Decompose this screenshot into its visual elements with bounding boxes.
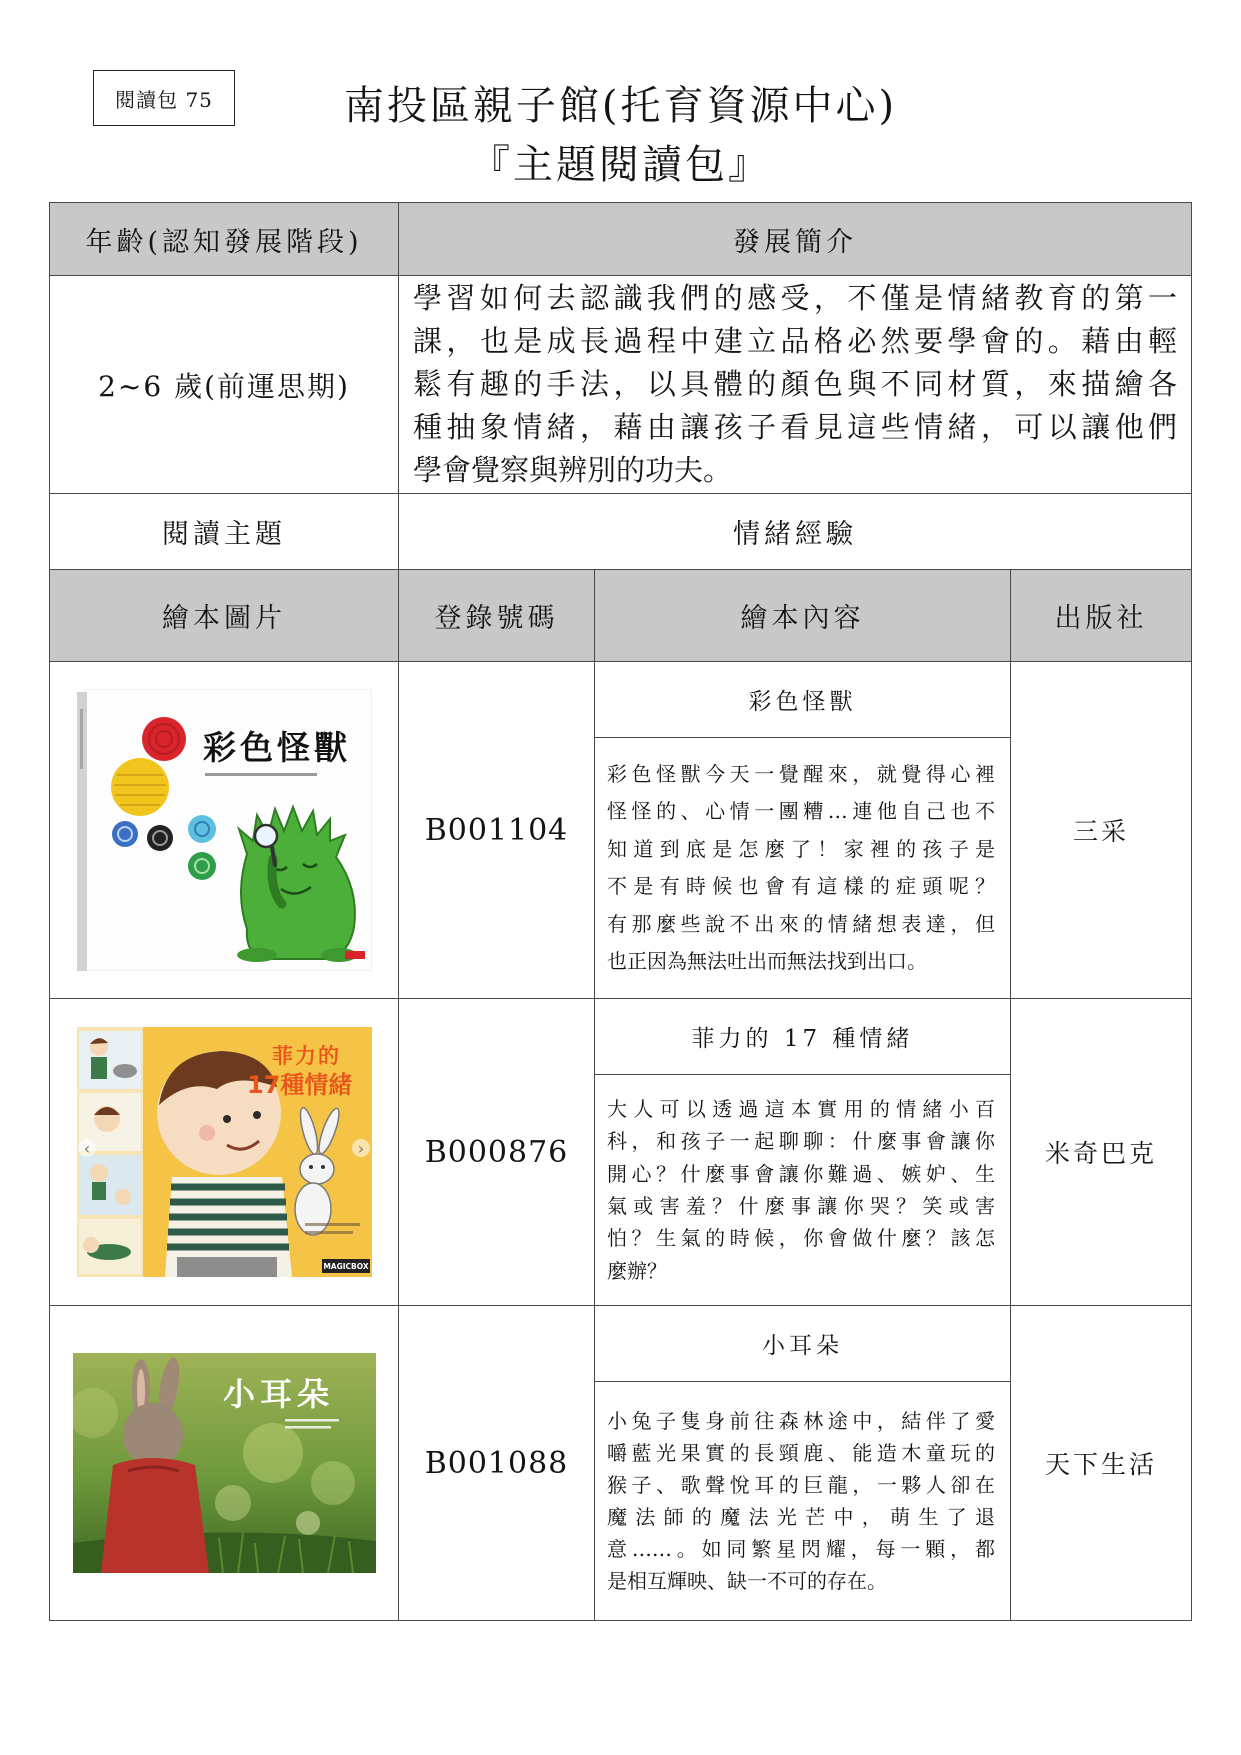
description-line: 科，和孩子一起聊聊：什麼事會讓你: [607, 1129, 995, 1154]
cover-title: 小耳朵: [222, 1375, 334, 1413]
book-code-cell: [399, 1306, 595, 1621]
description-line: 嚼藍光果實的長頸鹿、能造木童玩的: [607, 1441, 995, 1465]
theme-value: 情緒經驗: [733, 519, 858, 550]
book-code-cell: [399, 999, 595, 1306]
cover-author-line: [285, 1419, 339, 1422]
age-value-cell: [50, 276, 399, 494]
cover-author-line: [305, 1231, 353, 1234]
description-line: 彩色怪獸今天一覺醒來，就覺得心裡: [607, 761, 995, 786]
column-header-code: [399, 570, 595, 662]
description-line: 開心？什麼事會讓你難過、嫉妒、生: [607, 1161, 995, 1186]
cover-author-line: [305, 1223, 360, 1226]
book-title-cell: [595, 999, 1011, 1075]
book-cover-color-monster: [77, 689, 372, 971]
description-line: 猴子、歌聲悅耳的巨龍，一夥人卻在: [607, 1473, 995, 1497]
page-title: 南投區親子館(托育資源中心): [343, 83, 898, 129]
theme-row: [50, 494, 1192, 570]
column-header-label: 繪本內容: [740, 603, 865, 634]
column-header-label: 出版社: [1054, 603, 1148, 634]
book-code: B001104: [424, 812, 569, 848]
book-publisher-cell: [1011, 999, 1192, 1306]
book-code: B001088: [424, 1445, 569, 1481]
book-cover-cell: [50, 999, 399, 1306]
book-publisher: 米奇巴克: [1045, 1139, 1158, 1168]
red-cape: [101, 1458, 209, 1573]
book-cover-feelings: [77, 1027, 372, 1277]
book-publisher-cell: [1011, 662, 1192, 999]
svg-text:‹: ‹: [83, 1139, 90, 1158]
intro-header: 發展簡介: [733, 226, 858, 258]
description-line: 麼辦？: [607, 1258, 667, 1283]
cover-title-line1: 菲力的: [271, 1044, 341, 1068]
description-line: 是相互輝映、缺一不可的存在。: [607, 1569, 887, 1593]
book-code-cell: [399, 662, 595, 999]
intro-line: 課，也是成長過程中建立品格必然要學會的。藉由輕: [413, 324, 1178, 358]
intro-header-cell: [399, 203, 1192, 276]
age-header-cell: [50, 203, 399, 276]
book-title: 彩色怪獸: [748, 689, 857, 715]
book-cover-little-ears: [73, 1353, 376, 1573]
description-line: 也正因為無法吐出而無法找到出口。: [607, 949, 927, 973]
imprint-label: MAGICBOX: [322, 1262, 369, 1271]
theme-value-cell: [399, 494, 1192, 570]
book-row: [50, 999, 1192, 1075]
description-line: 不是有時候也會有這樣的症頭呢？: [607, 874, 995, 898]
reading-pack-table: [49, 202, 1192, 1621]
book-publisher: 三采: [1073, 817, 1130, 846]
book-title-cell: [595, 1306, 1011, 1382]
description-line: 怕？生氣的時候，你會做什麼？該怎: [607, 1226, 995, 1251]
pack-number-badge: 閱讀包 75: [93, 70, 235, 126]
intro-cell: [399, 276, 1192, 494]
book-row: [50, 662, 1192, 738]
description-line: 小兔子隻身前往森林途中，結伴了愛: [607, 1409, 995, 1433]
description-line: 知道到底是怎麼了！家裡的孩子是: [607, 836, 995, 861]
intro-line: 鬆有趣的手法，以具體的顏色與不同材質，來描繪各: [413, 367, 1178, 401]
magicbox-logo: [322, 1259, 370, 1273]
overview-row: [50, 276, 1192, 494]
page-subtitle: 『主題閱讀包』: [470, 142, 771, 188]
publisher-logo: [345, 951, 365, 959]
description-line: 有那麼些說不出來的情緒想表達，但: [607, 911, 995, 936]
book-row: [50, 1306, 1192, 1382]
description-line: 氣或害羞？什麼事讓你哭？笑或害: [607, 1194, 995, 1218]
overview-header-row: [50, 203, 1192, 276]
cover-author-line: [205, 773, 317, 776]
book-title: 菲力的 17 種情緒: [691, 1026, 914, 1052]
column-header-publisher: [1011, 570, 1192, 662]
theme-label: 閱讀主題: [162, 519, 286, 550]
description-line: 意……。如同繁星閃耀，每一顆，都: [607, 1537, 995, 1561]
intro-line: 學習如何去認識我們的感受，不僅是情緒教育的第一: [413, 281, 1178, 315]
column-header-content: [595, 570, 1011, 662]
svg-text:›: ›: [357, 1139, 364, 1158]
yellow-woven-ball: [111, 758, 169, 816]
book-code: B000876: [424, 1134, 569, 1170]
age-header: 年齡(認知發展階段): [85, 226, 363, 258]
description-line: 魔法師的魔法光芒中，萌生了退: [607, 1505, 995, 1529]
intro-line: 種抽象情緒，藉由讓孩子看見這些情緒，可以讓他們: [413, 410, 1178, 444]
cover-title: 彩色怪獸: [202, 728, 351, 767]
book-publisher: 天下生活: [1045, 1450, 1158, 1479]
red-yarn-ball: [142, 717, 186, 761]
book-title-cell: [595, 662, 1011, 738]
spine-text-mark: [80, 709, 83, 769]
description-line: 大人可以透過這本實用的情緒小百: [607, 1096, 995, 1121]
book-header-row: [50, 570, 1192, 662]
age-value: 2~6 歲(前運思期): [98, 369, 350, 403]
description-line: 怪怪的、心情一團糟…連他自己也不: [607, 799, 995, 823]
book-title: 小耳朵: [762, 1333, 843, 1359]
book-description-cell: [595, 1075, 1011, 1306]
cover-title-line2: 17種情緒: [246, 1071, 352, 1099]
book-cover-cell: [50, 662, 399, 999]
column-header-cover: [50, 570, 399, 662]
book-description-cell: [595, 1382, 1011, 1621]
column-header-label: 繪本圖片: [162, 603, 286, 634]
book-cover-cell: [50, 1306, 399, 1621]
column-header-label: 登錄號碼: [434, 603, 559, 634]
theme-label-cell: [50, 494, 399, 570]
book-publisher-cell: [1011, 1306, 1192, 1621]
cover-author-line: [285, 1426, 331, 1429]
intro-line: 學會覺察與辨別的功夫。: [413, 453, 733, 487]
book-description-cell: [595, 738, 1011, 999]
